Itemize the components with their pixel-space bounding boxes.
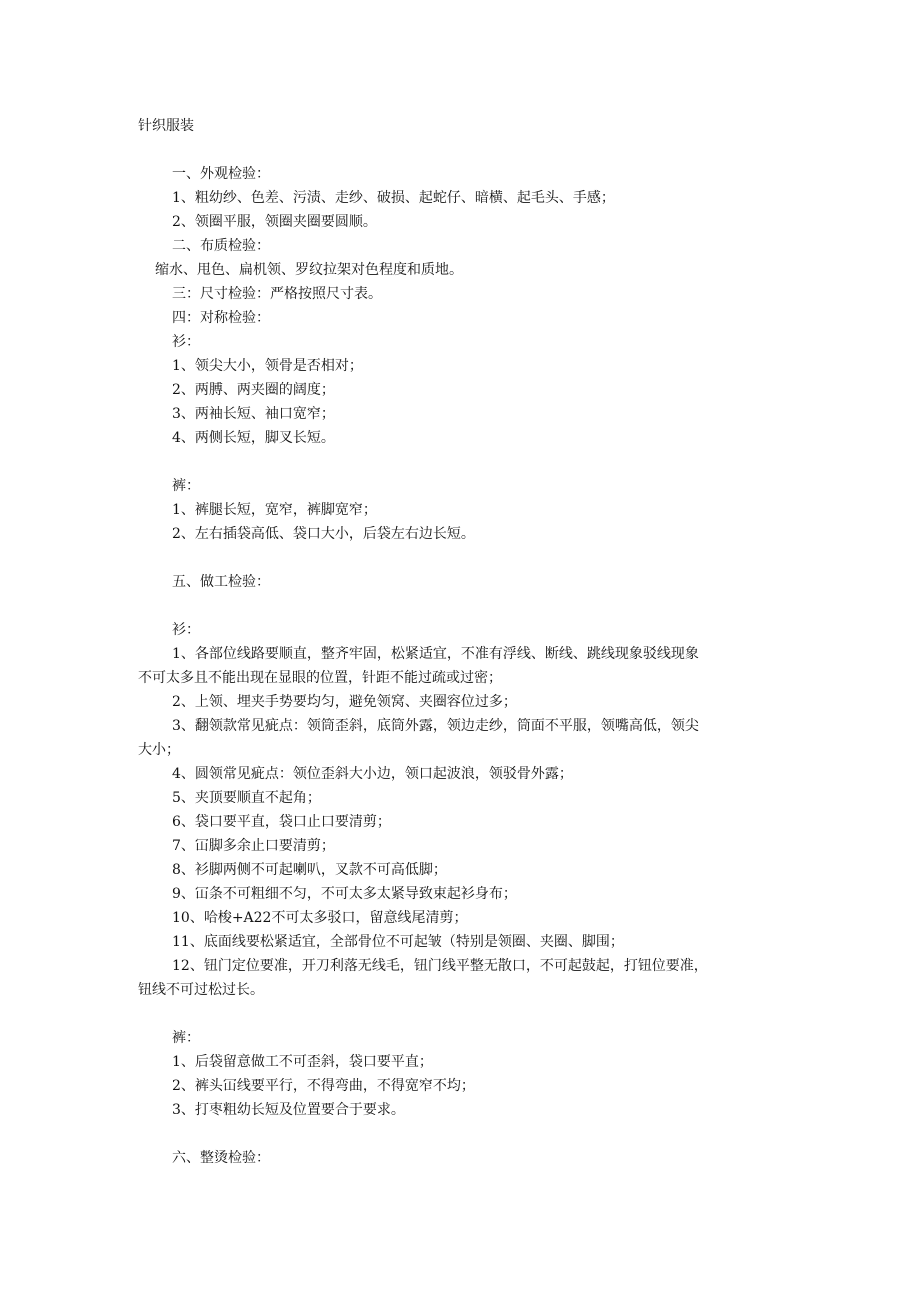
text-line: 钮线不可过松过长。 [138, 982, 264, 998]
subheading: 裤： [172, 478, 200, 494]
section-heading: 四：对称检验： [172, 310, 270, 326]
section-heading: 一、外观检验： [172, 166, 270, 182]
text-line: 11、底面线要松紧适宜，全部骨位不可起皱（特别是领圈、夹圈、脚围； [172, 934, 624, 950]
subheading: 衫： [172, 334, 200, 350]
text-line: 3、两袖长短、袖口宽窄； [172, 406, 335, 422]
subheading: 衫： [172, 622, 200, 638]
text-line: 4、两侧长短，脚叉长短。 [172, 430, 335, 446]
text-line: 3、打枣粗幼长短及位置要合于要求。 [172, 1102, 405, 1118]
text-line: 不可太多且不能出现在显眼的位置，针距不能过疏或过密； [138, 670, 502, 686]
text-line: 2、上领、埋夹手势要均匀，避免领窝、夹圈容位过多； [172, 694, 517, 710]
section-heading: 五、做工检验： [172, 574, 270, 590]
section-heading: 三：尺寸检验：严格按照尺寸表。 [172, 286, 382, 302]
text-line: 1、后袋留意做工不可歪斜，袋口要平直； [172, 1054, 433, 1070]
text-line: 缩水、甩色、扁机领、罗纹拉架对色程度和质地。 [155, 262, 463, 278]
text-line: 2、裤头冚线要平行，不得弯曲，不得宽窄不均； [172, 1078, 475, 1094]
text-line: 10、哈梭+A22不可太多驳口，留意线尾清剪； [172, 910, 468, 926]
text-line: 2、左右插袋高低、袋口大小，后袋左右边长短。 [172, 526, 475, 542]
text-line: 3、翻领款常见疵点：领筒歪斜，底筒外露，领边走纱，筒面不平服，领嘴高低，领尖 [172, 718, 699, 734]
document-title: 针织服装 [138, 118, 194, 134]
text-line: 2、两膊、两夹圈的阔度； [172, 382, 335, 398]
text-line: 4、圆领常见疵点：领位歪斜大小边，领口起波浪，领驳骨外露； [172, 766, 573, 782]
text-line: 6、袋口要平直，袋口止口要清剪； [172, 814, 391, 830]
subheading: 裤： [172, 1030, 200, 1046]
text-line: 1、粗幼纱、色差、污渍、走纱、破损、起蛇仔、暗横、起毛头、手感； [172, 190, 615, 206]
section-heading: 二、布质检验： [172, 238, 270, 254]
text-line: 8、衫脚两侧不可起喇叭，叉款不可高低脚； [172, 862, 447, 878]
text-line: 2、领圈平服，领圈夹圈要圆顺。 [172, 214, 377, 230]
section-heading: 六、整烫检验： [172, 1150, 270, 1166]
text-line: 5、夹顶要顺直不起角； [172, 790, 321, 806]
text-line: 1、各部位线路要顺直，整齐牢固，松紧适宜，不准有浮线、断线、跳线现象驳线现象 [172, 646, 699, 662]
text-line: 1、裤腿长短，宽窄，裤脚宽窄； [172, 502, 377, 518]
text-line: 12、钮门定位要准，开刀利落无线毛，钮门线平整无散口，不可起鼓起，打钮位要准， [172, 958, 708, 974]
text-line: 1、领尖大小，领骨是否相对； [172, 358, 363, 374]
text-line: 9、冚条不可粗细不匀，不可太多太紧导致束起衫身布； [172, 886, 517, 902]
text-line: 7、冚脚多余止口要清剪； [172, 838, 335, 854]
text-line: 大小； [138, 742, 180, 758]
